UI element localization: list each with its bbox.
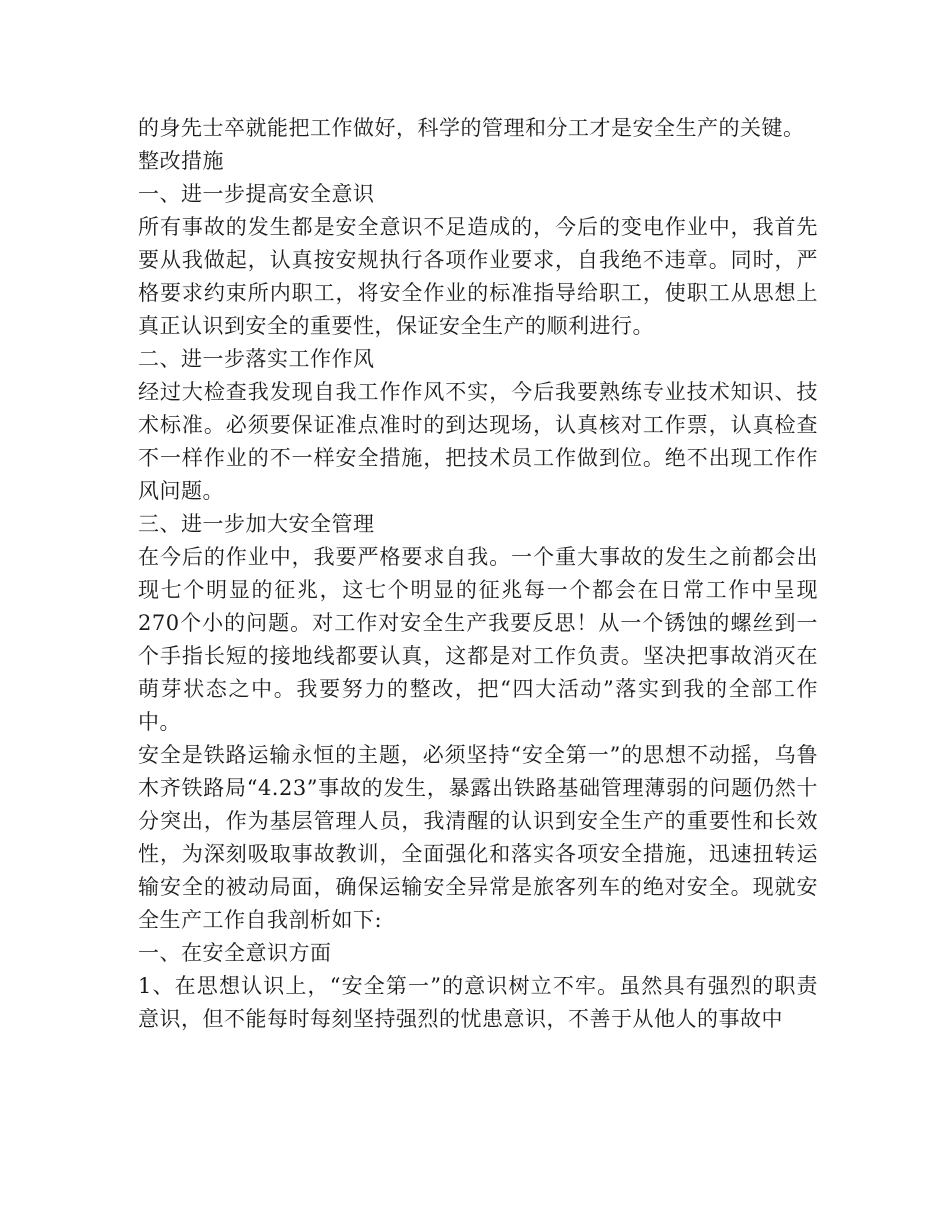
paragraph-railway-safety: 安全是铁路运输永恒的主题，必须坚持“安全第一”的思想不动摇，乌鲁木齐铁路局“4.23”事故的发生，暴露出铁路基础管理薄弱的问题仍然十分突出，作为基层管理人员，我清醒的认识到安全生产的重要性和长效性，为深刻吸取事故教训，全面强化和落实各项安全措施，迅速扭转运输安全的被动局面，确保运输安全异常是旅客列车的绝对安全。现就安全生产工作自我剖析如下: — [138, 743, 818, 932]
paragraph-continuation: 的身先士卒就能把工作做好，科学的管理和分工才是安全生产的关键。 — [138, 116, 805, 140]
heading-safety-awareness: 一、进一步提高安全意识 — [138, 182, 375, 206]
paragraph-safety-awareness: 所有事故的发生都是安全意识不足造成的，今后的变电作业中，我首先要从我做起，认真按安规执行各项作业要求，自我绝不违章。同时，严格要求约束所内职工，将安全作业的标准指导给职工，使职工从思想上真正认识到安全的重要性，保证安全生产的顺利进行。 — [138, 215, 818, 338]
paragraph-ideological-awareness: 1、在思想认识上，“安全第一”的意识树立不牢。虽然具有强烈的职责意识，但不能每时每刻坚持强烈的忧患意识，不善于从他人的事故中 — [138, 974, 818, 1031]
document-body — [138, 112, 818, 1036]
heading-work-style: 二、进一步落实工作作风 — [138, 347, 375, 371]
paragraph-safety-management: 在今后的作业中，我要严格要求自我。一个重大事故的发生之前都会出现七个明显的征兆，这七个明显的征兆每一个都会在日常工作中呈现270个小的问题。对工作对安全生产我要反思！从一个锈蚀的螺丝到一个手指长短的接地线都要认真，这都是对工作负责。坚决把事故消灭在萌芽状态之中。我要努力的整改，把“四大活动”落实到我的全部工作中。 — [138, 545, 818, 734]
heading-awareness-aspect: 一、在安全意识方面 — [138, 941, 332, 965]
paragraph-work-style: 经过大检查我发现自我工作作风不实，今后我要熟练专业技术知识、技术标准。必须要保证准点准时的到达现场，认真核对工作票，认真检查不一样作业的不一样安全措施，把技术员工作做到位。绝不出现工作作风问题。 — [138, 380, 818, 503]
heading-safety-management: 三、进一步加大安全管理 — [138, 512, 375, 536]
section-title-rectification: 整改措施 — [138, 149, 224, 173]
